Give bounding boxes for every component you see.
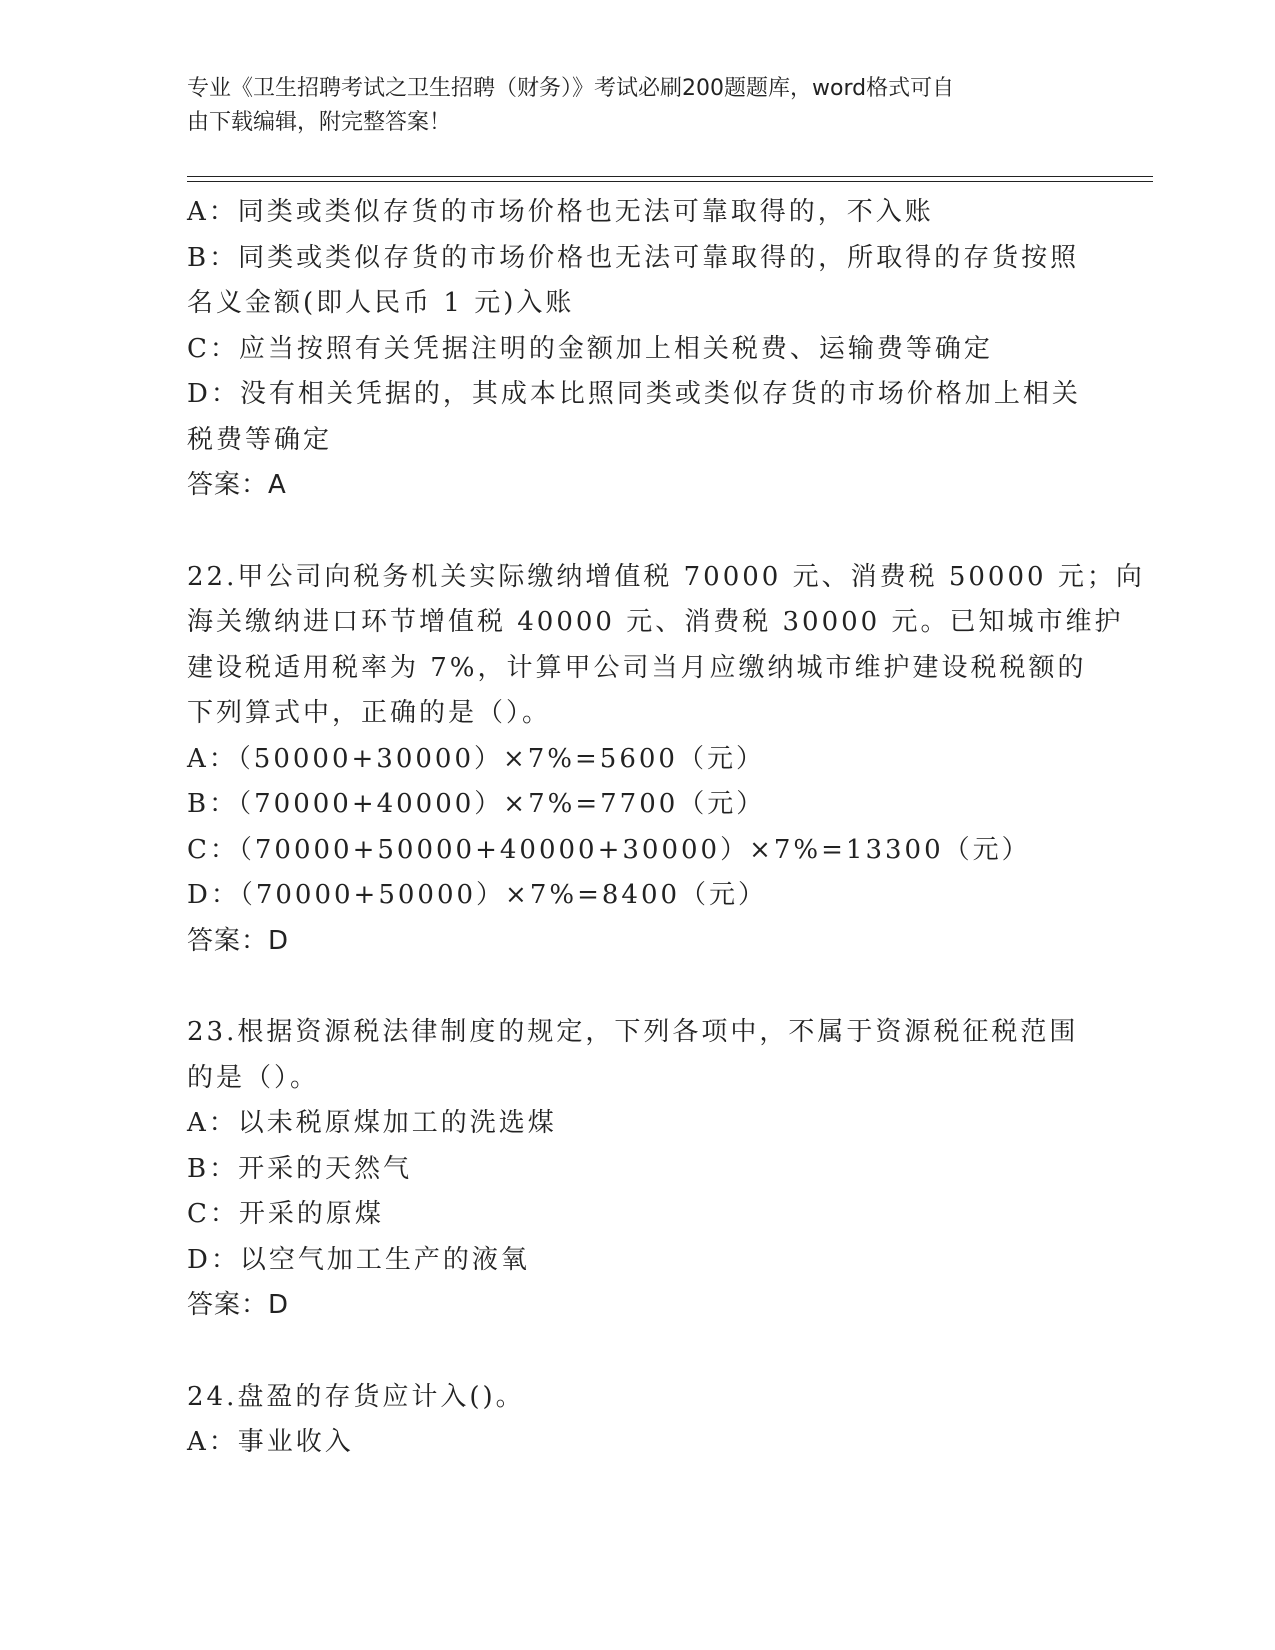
option-b-line: B：同类或类似存货的市场价格也无法可靠取得的，所取得的存货按照	[187, 242, 1080, 273]
header-line-1: 专业《卫生招聘考试之卫生招聘（财务）》考试必刷200题题库，word格式可自	[187, 76, 955, 101]
document-body	[187, 190, 1145, 1466]
answer-line: 答案：D	[187, 1290, 290, 1320]
question-text-line: 22.甲公司向税务机关实际缴纳增值税 70000 元、消费税 50000 元；向	[187, 561, 1145, 592]
option-b-line: B：（70000+40000）×7%=7700（元）	[187, 789, 766, 819]
question-text-line: 的是（）。	[187, 1062, 320, 1093]
question-text-line: 24.盘盈的存货应计入()。	[187, 1381, 525, 1412]
question-text-line: 建设税适用税率为 7%，计算甲公司当月应缴纳城市维护建设税税额的	[187, 652, 1087, 683]
option-a-line: A：以未税原煤加工的洗选煤	[187, 1108, 557, 1138]
spacer	[187, 509, 1087, 555]
spacer	[187, 964, 1087, 1010]
question-24	[187, 1375, 1087, 1466]
question-21	[187, 190, 1087, 509]
answer-line: 答案：A	[187, 470, 287, 500]
question-22	[187, 555, 1145, 965]
question-text-line: 23.根据资源税法律制度的规定，下列各项中，不属于资源税征税范围	[187, 1017, 1079, 1047]
question-23	[187, 1010, 1087, 1329]
option-d-line-cont: 税费等确定	[187, 424, 333, 455]
answer-line: 答案：D	[187, 925, 290, 956]
question-text-line: 下列算式中，正确的是（）。	[187, 698, 552, 728]
option-c-line: C：开采的原煤	[187, 1199, 384, 1229]
option-d-line: D：以空气加工生产的液氧	[187, 1244, 530, 1275]
option-a-line: A：同类或类似存货的市场价格也无法可靠取得的，不入账	[187, 197, 934, 227]
header-rule-bottom	[187, 181, 1153, 182]
option-c-line: C：应当按照有关凭据注明的金额加上相关税费、运输费等确定	[187, 333, 993, 364]
option-d-line: D：（70000+50000）×7%=8400（元）	[187, 880, 768, 910]
option-b-line-cont: 名义金额(即人民币 1 元)入账	[187, 288, 575, 318]
spacer	[187, 1329, 1087, 1375]
option-a-line: A：（50000+30000）×7%=5600（元）	[187, 743, 765, 774]
option-b-line: B：开采的天然气	[187, 1153, 413, 1184]
option-a-line: A：事业收入	[187, 1427, 354, 1457]
option-c-line: C：（70000+50000+40000+30000）×7%=13300（元）	[187, 834, 1031, 865]
question-text-line: 海关缴纳进口环节增值税 40000 元、消费税 30000 元。已知城市维护	[187, 607, 1124, 637]
option-d-line: D：没有相关凭据的，其成本比照同类或类似存货的市场价格加上相关	[187, 379, 1081, 409]
document-header	[187, 72, 1067, 140]
header-line-2: 由下载编辑，附完整答案！	[187, 110, 452, 135]
header-rule-top	[187, 176, 1153, 177]
